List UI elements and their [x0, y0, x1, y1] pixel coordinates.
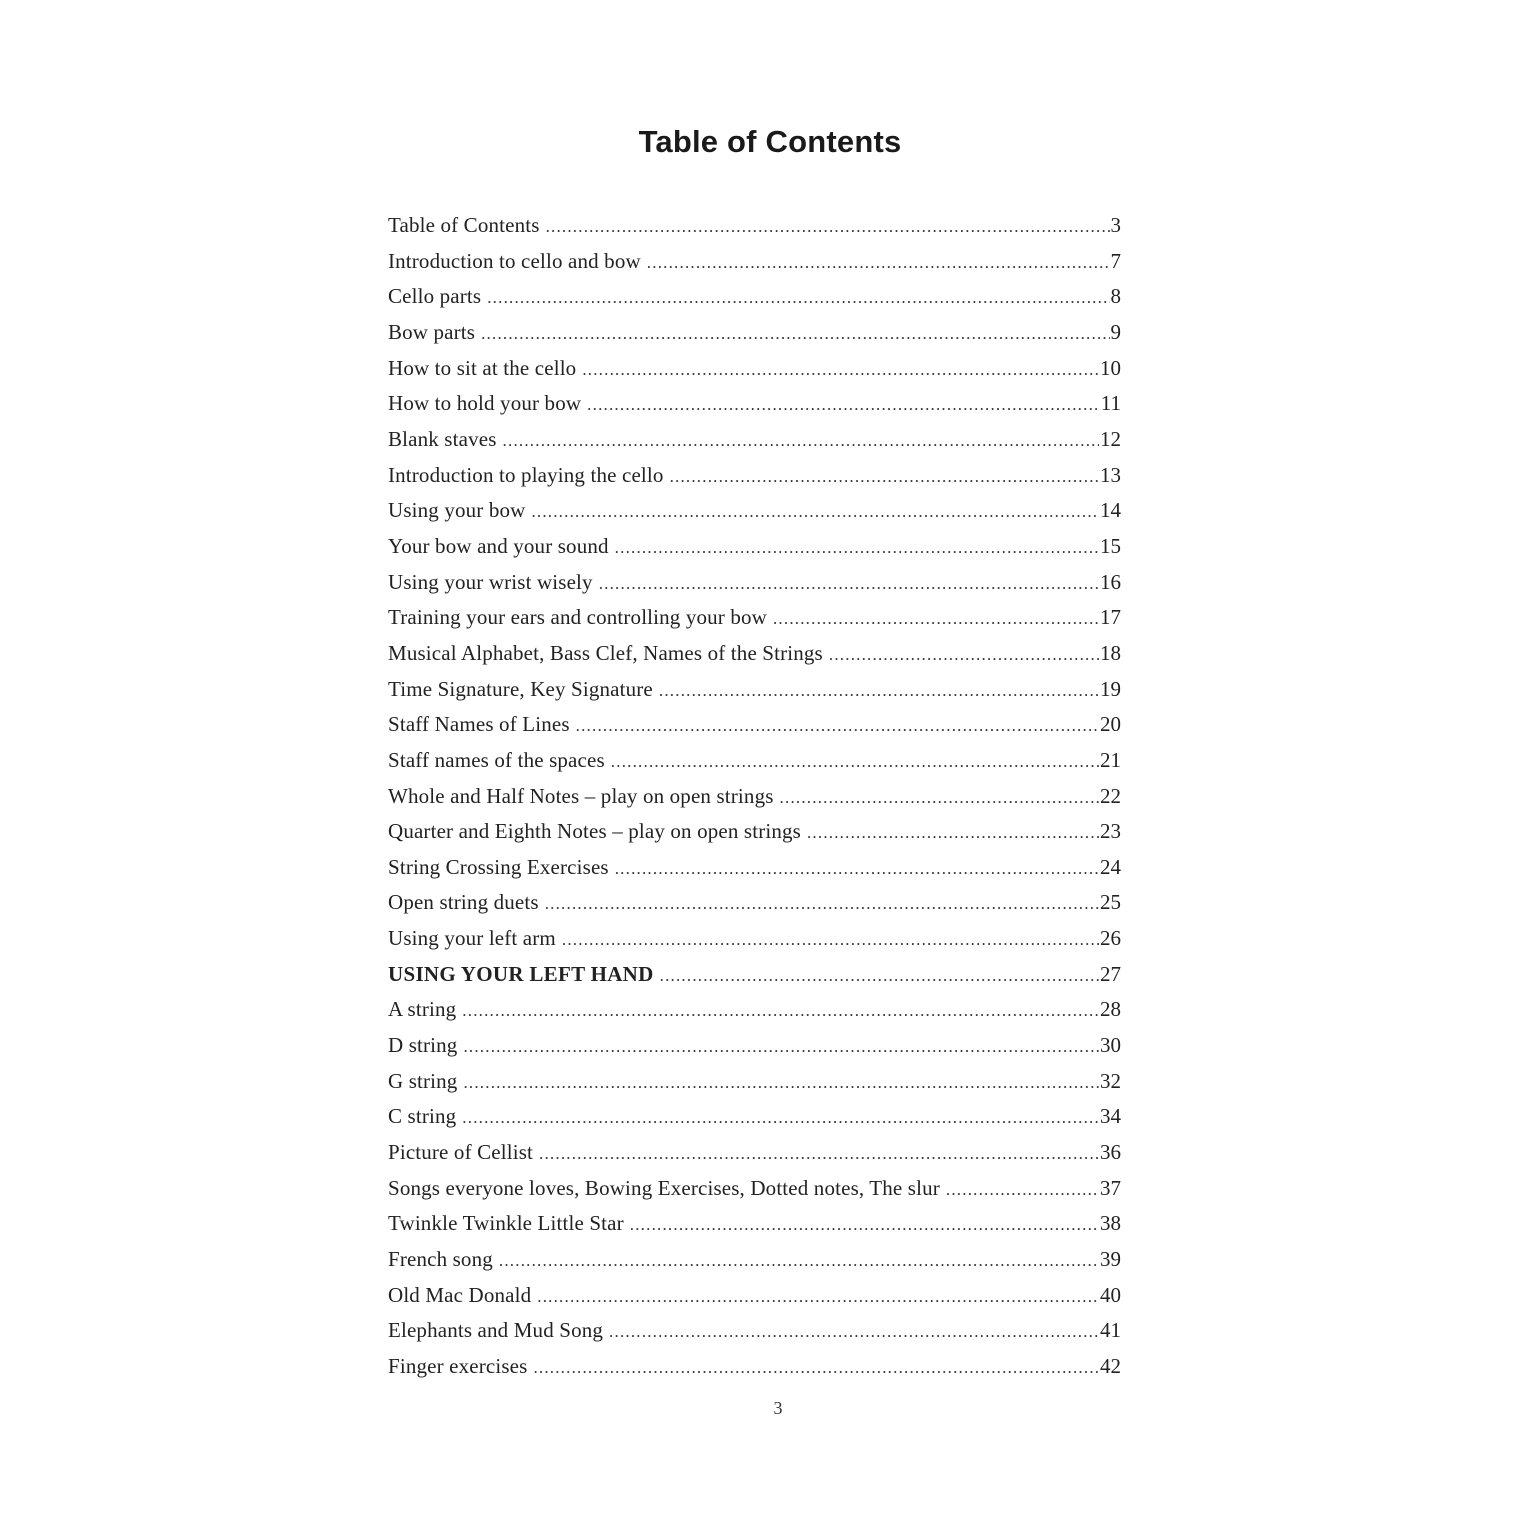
toc-entry-label: Quarter and Eighth Notes – play on open strings: [388, 819, 801, 844]
toc-dot-leader: [537, 1287, 1099, 1307]
toc-dot-leader: [582, 360, 1099, 380]
toc-dot-leader: [463, 1073, 1099, 1093]
toc-entry: [388, 997, 1121, 1033]
toc-entry-page: 36: [1100, 1140, 1121, 1165]
toc-entry-label: How to hold your bow: [388, 391, 582, 416]
toc-entry-label: Whole and Half Notes – play on open strings: [388, 783, 774, 808]
toc-entry-label: Picture of Cellist: [388, 1140, 534, 1165]
toc-entry: [388, 1176, 1121, 1212]
toc-entry-page: 10: [1100, 355, 1121, 380]
toc-entry-label: Using your left arm: [388, 926, 556, 951]
toc-entry-label: French song: [388, 1247, 493, 1272]
toc-entry: [388, 712, 1121, 748]
toc-entry-page: 38: [1100, 1211, 1121, 1236]
toc-entry-label: G string: [388, 1068, 458, 1093]
toc-entry-page: 23: [1100, 819, 1121, 844]
toc-dot-leader: [587, 395, 1100, 415]
toc-entry-page: 39: [1100, 1247, 1121, 1272]
toc-entry: [388, 926, 1121, 962]
toc-entry-page: 12: [1100, 426, 1121, 451]
toc-entry-label: C string: [388, 1104, 457, 1129]
toc-entry: [388, 391, 1121, 427]
toc-dot-leader: [630, 1215, 1099, 1235]
toc-entry-page: 18: [1100, 640, 1121, 665]
toc-entry-label: Old Mac Donald: [388, 1282, 532, 1307]
toc-entry-label: Bow parts: [388, 319, 476, 344]
toc-dot-leader: [499, 1251, 1099, 1271]
toc-entry-page: 13: [1100, 462, 1121, 487]
toc-entry-label: Staff names of the spaces: [388, 747, 605, 772]
toc-dot-leader: [539, 1144, 1099, 1164]
toc-dot-leader: [807, 823, 1099, 843]
toc-list: [388, 213, 1121, 1390]
toc-entry-page: 20: [1100, 712, 1121, 737]
toc-entry-page: 15: [1100, 533, 1121, 558]
toc-entry: [388, 534, 1121, 570]
toc-entry-label: Finger exercises: [388, 1354, 528, 1378]
toc-entry-page: 42: [1100, 1354, 1121, 1378]
toc-entry-label: Training your ears and controlling your bow: [388, 605, 767, 630]
page-number: 3: [773, 1398, 783, 1418]
toc-entry-page: 7: [1110, 248, 1121, 273]
toc-entry-page: 9: [1110, 319, 1121, 344]
page-title: Table of Contents: [638, 124, 902, 159]
toc-dot-leader: [615, 859, 1099, 879]
toc-dot-leader: [531, 502, 1099, 522]
toc-entry-page: 24: [1100, 854, 1121, 879]
toc-entry-label: Blank staves: [388, 426, 497, 451]
toc-dot-leader: [463, 1037, 1099, 1057]
toc-entry: [388, 284, 1121, 320]
toc-entry-page: 21: [1100, 747, 1121, 772]
toc-entry: [388, 1318, 1121, 1354]
toc-dot-leader: [946, 1180, 1099, 1200]
toc-entry-page: 16: [1100, 569, 1121, 594]
toc-entry-label: Songs everyone loves, Bowing Exercises, Dotted notes, The slur: [388, 1175, 940, 1200]
toc-entry: [388, 498, 1121, 534]
toc-entry: [388, 1140, 1121, 1176]
toc-entry: [388, 1033, 1121, 1069]
toc-entry-page: 32: [1100, 1068, 1121, 1093]
toc-entry-page: 28: [1100, 997, 1121, 1022]
toc-dot-leader: [780, 788, 1099, 808]
toc-entry: [388, 213, 1121, 249]
toc-entry-page: 25: [1100, 890, 1121, 915]
toc-entry: [388, 1247, 1121, 1283]
toc-entry-label: Staff Names of Lines: [388, 712, 570, 737]
toc-entry-label: D string: [388, 1033, 458, 1058]
toc-entry-page: 11: [1100, 391, 1121, 416]
toc-entry: [388, 320, 1121, 356]
toc-entry: [388, 819, 1121, 855]
toc-entry: [388, 249, 1121, 285]
toc-entry: [388, 1283, 1121, 1319]
toc-dot-leader: [599, 574, 1099, 594]
toc-entry-page: 26: [1100, 926, 1121, 951]
toc-dot-leader: [545, 894, 1099, 914]
toc-entry-label: Twinkle Twinkle Little Star: [388, 1211, 624, 1236]
toc-entry: [388, 605, 1121, 641]
toc-dot-leader: [829, 645, 1099, 665]
toc-entry-label: Musical Alphabet, Bass Clef, Names of the Strings: [388, 640, 823, 665]
toc-dot-leader: [576, 716, 1099, 736]
toc-entry: [388, 1354, 1121, 1390]
toc-entry-label: How to sit at the cello: [388, 355, 577, 380]
toc-entry-label: A string: [388, 997, 457, 1022]
toc-entry-label: USING YOUR LEFT HAND: [388, 961, 654, 986]
toc-entry-page: 3: [1110, 213, 1121, 237]
toc-dot-leader: [503, 431, 1099, 451]
toc-entry-label: Time Signature, Key Signature: [388, 676, 653, 701]
toc-entry: [388, 855, 1121, 891]
toc-dot-leader: [660, 966, 1099, 986]
toc-entry-page: 40: [1100, 1282, 1121, 1307]
toc-entry: [388, 677, 1121, 713]
toc-entry-page: 34: [1100, 1104, 1121, 1129]
toc-entry: [388, 748, 1121, 784]
toc-entry-page: 22: [1100, 783, 1121, 808]
toc-entry: [388, 427, 1121, 463]
toc-entry-label: Your bow and your sound: [388, 533, 609, 558]
toc-dot-leader: [462, 1001, 1099, 1021]
toc-entry: [388, 641, 1121, 677]
toc-entry-page: 14: [1100, 498, 1121, 523]
toc-dot-leader: [611, 752, 1099, 772]
toc-entry: [388, 890, 1121, 926]
toc-dot-leader: [562, 930, 1099, 950]
toc-entry: [388, 1211, 1121, 1247]
toc-entry-label: Introduction to cello and bow: [388, 248, 641, 273]
toc-entry-page: 41: [1100, 1318, 1121, 1343]
toc-entry: [388, 784, 1121, 820]
toc-entry-label: Cello parts: [388, 284, 482, 309]
toc-entry-label: Open string duets: [388, 890, 539, 915]
toc-entry-page: 27: [1100, 961, 1121, 986]
toc-dot-leader: [609, 1322, 1099, 1342]
toc-dot-leader: [533, 1358, 1099, 1378]
toc-entry: [388, 463, 1121, 499]
toc-entry-page: 8: [1110, 284, 1121, 309]
toc-entry-page: 19: [1100, 676, 1121, 701]
toc-entry-label: String Crossing Exercises: [388, 854, 609, 879]
toc-dot-leader: [462, 1108, 1099, 1128]
toc-entry: [388, 962, 1121, 998]
toc-entry-label: Introduction to playing the cello: [388, 462, 664, 487]
toc-dot-leader: [546, 217, 1110, 237]
toc-entry-label: Using your bow: [388, 498, 526, 523]
toc-dot-leader: [487, 288, 1109, 308]
toc-dot-leader: [670, 467, 1099, 487]
toc-dot-leader: [647, 253, 1110, 273]
toc-entry-page: 17: [1100, 605, 1121, 630]
toc-dot-leader: [773, 609, 1099, 629]
toc-entry-label: Using your wrist wisely: [388, 569, 593, 594]
toc-entry-label: Elephants and Mud Song: [388, 1318, 604, 1343]
toc-entry: [388, 356, 1121, 392]
toc-entry: [388, 1069, 1121, 1105]
toc-entry-page: 37: [1100, 1175, 1121, 1200]
toc-dot-leader: [481, 324, 1109, 344]
toc-dot-leader: [659, 681, 1099, 701]
toc-entry: [388, 570, 1121, 606]
toc-entry-page: 30: [1100, 1033, 1121, 1058]
toc-entry: [388, 1104, 1121, 1140]
toc-entry-label: Table of Contents: [388, 213, 540, 237]
toc-dot-leader: [615, 538, 1099, 558]
